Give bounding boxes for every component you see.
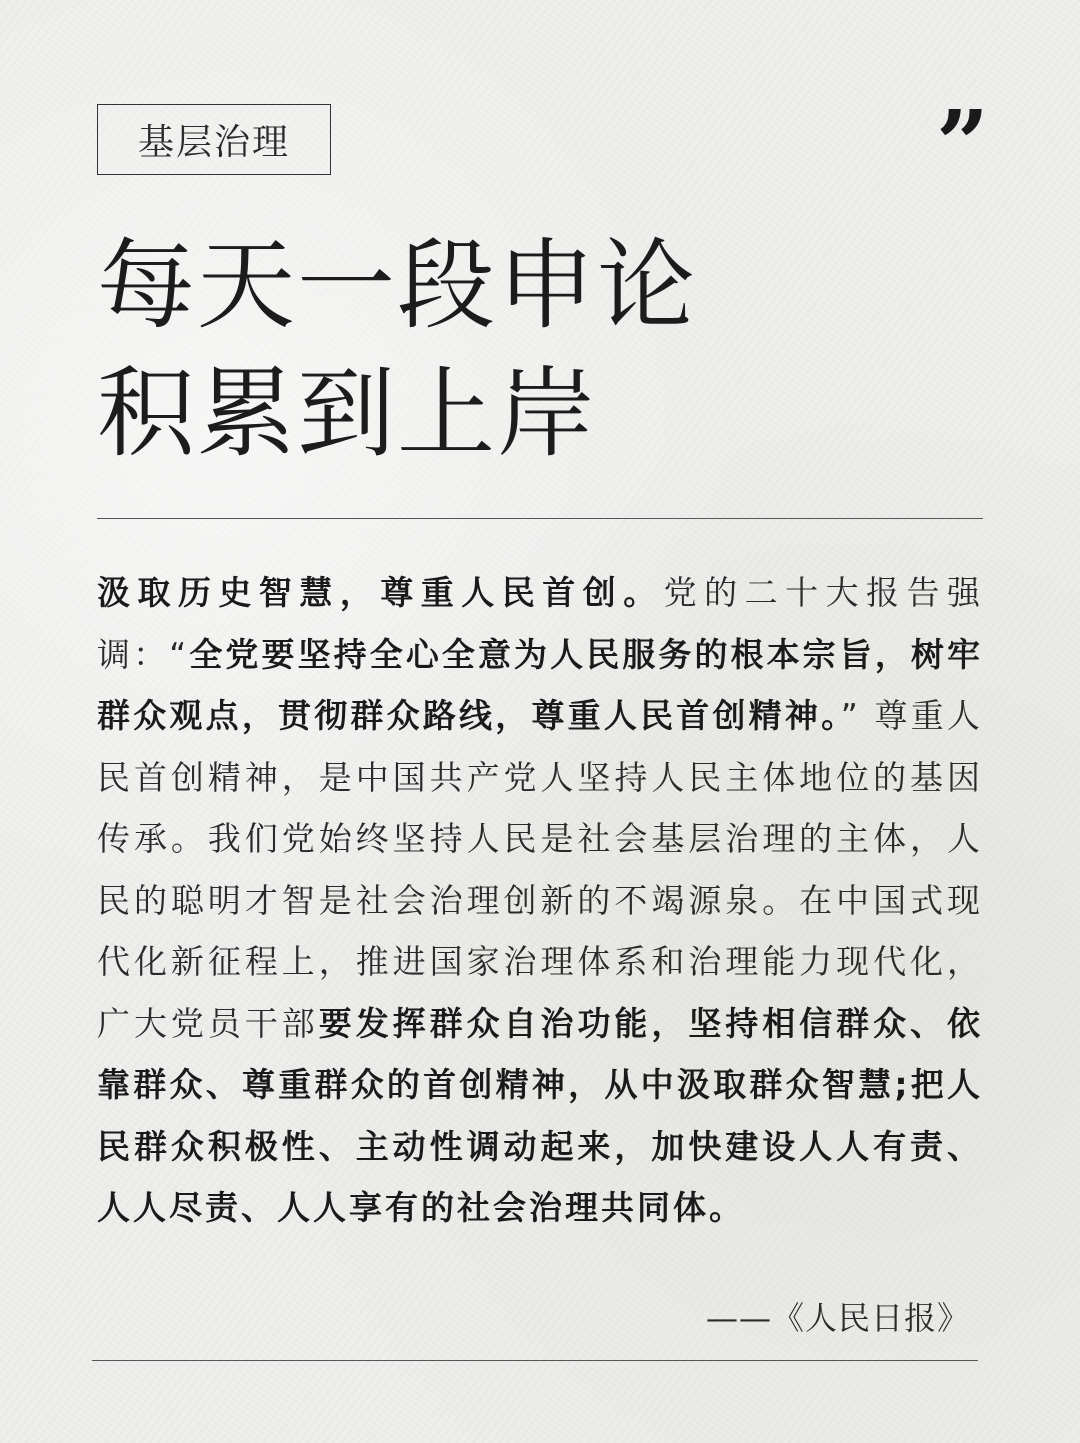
passage-bold-3: 全党要坚持全心全意为人民服务的根本宗旨，树牢群众观点，贯彻群众路线，尊重人民首创精神。 <box>97 634 983 735</box>
page-title <box>97 222 797 478</box>
title-line-1: 每天一段申论 <box>97 229 698 343</box>
quote-mark-icon: ” <box>936 90 989 198</box>
category-tag: 基层治理 <box>97 104 331 175</box>
top-divider <box>97 518 983 519</box>
title-line-2: 积累到上岸 <box>97 357 598 471</box>
bottom-divider <box>92 1360 978 1361</box>
passage-bold-5: 要发挥群众自治功能，坚持相信群众、依靠群众、尊重群众的首创精神，从中汲取群众智慧;把人民群众积极性、主动性调动起来，加快建设人人有责、人人尽责、人人享有的社会治理共同体。 <box>97 1003 984 1227</box>
passage-text-4: ” 尊重人民首创精神，是中国共产党人坚持人民主体地位的基因传承。我们党始终坚持人民是社会基层治理的主体，人民的聪明才智是社会治理创新的不竭源泉。在中国式现代化新征程上，推进国家治理体系和治理能力现代化，广大党员干部 <box>97 696 983 1043</box>
passage-text-2: 党的二十大报告强调：“ <box>97 573 984 674</box>
passage-bold-1: 汲取历史智慧，尊重人民首创。 <box>97 573 664 612</box>
passage <box>97 562 983 1239</box>
source-attribution: ——《人民日报》 <box>705 1299 970 1337</box>
